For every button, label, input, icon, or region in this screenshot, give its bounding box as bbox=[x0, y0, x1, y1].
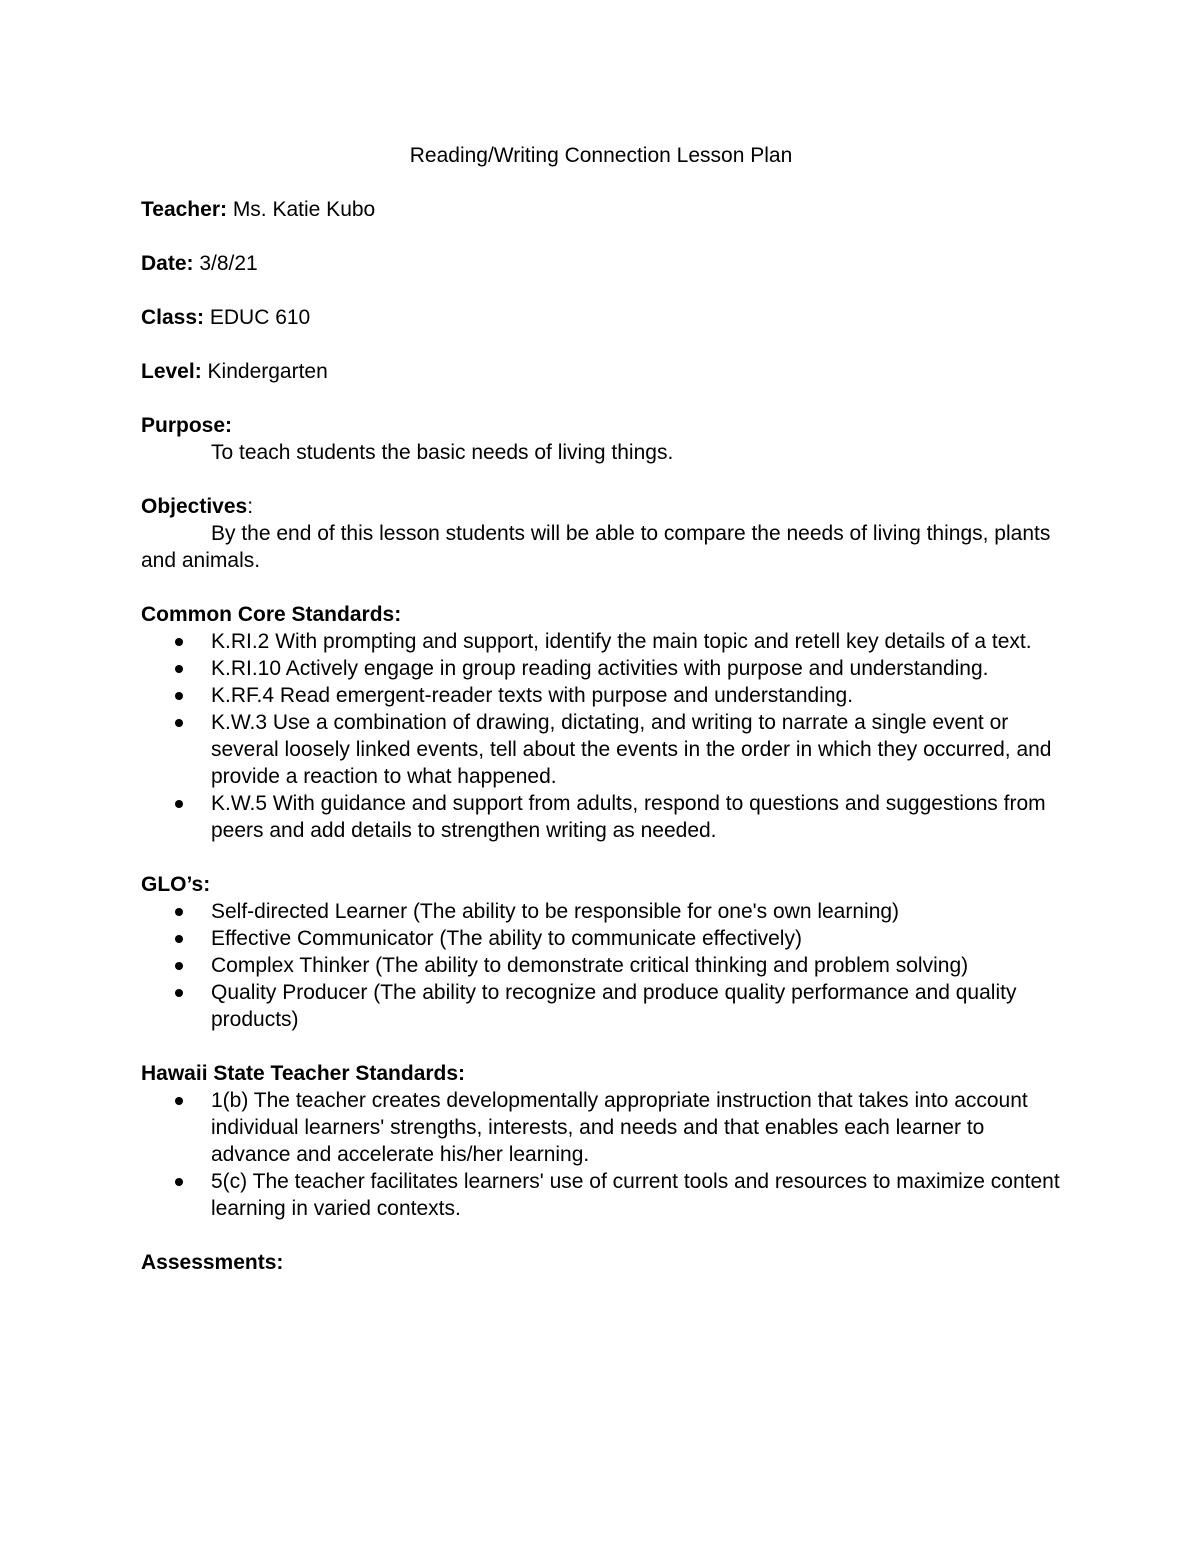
list-item bbox=[141, 925, 1061, 952]
class-value: EDUC 610 bbox=[204, 306, 311, 329]
glos-heading: GLO’s: bbox=[141, 873, 211, 896]
level-value: Kindergarten bbox=[201, 360, 328, 383]
hawaii-standards-list bbox=[141, 1087, 1061, 1222]
bullet-icon bbox=[175, 1097, 183, 1105]
level-label: Level: bbox=[141, 360, 202, 383]
list-item-text: K.W.5 With guidance and support from adults, respond to questions and suggestions from peers and add details to strengthen writing as needed. bbox=[211, 792, 1046, 842]
bullet-icon bbox=[175, 638, 183, 646]
teacher-label: Teacher: bbox=[141, 198, 227, 221]
teacher-field bbox=[141, 196, 1061, 223]
list-item-text: 1(b) The teacher creates developmentally appropriate instruction that takes into account individual learners' strengths, interests, and needs and that enables each learner to advance and accelerate his/her learning. bbox=[211, 1089, 1028, 1166]
bullet-icon bbox=[175, 989, 183, 997]
teacher-value: Ms. Katie Kubo bbox=[226, 198, 376, 221]
level-field bbox=[141, 358, 1061, 385]
bullet-icon bbox=[175, 800, 183, 808]
bullet-icon bbox=[175, 962, 183, 970]
list-item bbox=[141, 655, 1061, 682]
bullet-icon bbox=[175, 1178, 183, 1186]
hawaii-standards-section bbox=[141, 1060, 1061, 1222]
list-item bbox=[141, 1168, 1061, 1222]
objectives-section bbox=[141, 493, 1061, 574]
bullet-icon bbox=[175, 908, 183, 916]
class-field bbox=[141, 304, 1061, 331]
list-item-text: K.RI.2 With prompting and support, identify the main topic and retell key details of a text. bbox=[211, 630, 1032, 653]
list-item-text: K.RF.4 Read emergent-reader texts with purpose and understanding. bbox=[211, 684, 854, 707]
list-item bbox=[141, 952, 1061, 979]
list-item bbox=[141, 709, 1061, 790]
date-field bbox=[141, 250, 1061, 277]
list-item bbox=[141, 979, 1061, 1033]
list-item-text: Effective Communicator (The ability to communicate effectively) bbox=[211, 927, 802, 950]
hawaii-standards-heading: Hawaii State Teacher Standards: bbox=[141, 1062, 466, 1085]
bullet-icon bbox=[175, 935, 183, 943]
purpose-section bbox=[141, 412, 1061, 466]
bullet-icon bbox=[175, 665, 183, 673]
common-core-list bbox=[141, 628, 1061, 844]
glos-section bbox=[141, 871, 1061, 1033]
objectives-heading-label: Objectives bbox=[141, 495, 248, 518]
list-item bbox=[141, 682, 1061, 709]
objectives-heading bbox=[141, 493, 1061, 520]
date-value: 3/8/21 bbox=[193, 252, 258, 275]
list-item-text: K.RI.10 Actively engage in group reading activities with purpose and understanding. bbox=[211, 657, 989, 680]
common-core-section bbox=[141, 601, 1061, 844]
objectives-text: By the end of this lesson students will be able to compare the needs of living things, plants and animals. bbox=[141, 522, 1051, 572]
date-label: Date: bbox=[141, 252, 194, 275]
list-item-text: K.W.3 Use a combination of drawing, dictating, and writing to narrate a single event or several loosely linked events, tell about the events in the order in which they occurred, and provide a reaction to what happened. bbox=[211, 711, 1052, 788]
class-label: Class: bbox=[141, 306, 205, 329]
lesson-plan-page bbox=[141, 142, 1061, 1276]
purpose-heading: Purpose: bbox=[141, 414, 233, 437]
bullet-icon bbox=[175, 719, 183, 727]
list-item bbox=[141, 790, 1061, 844]
list-item-text: Complex Thinker (The ability to demonstrate critical thinking and problem solving) bbox=[211, 954, 969, 977]
list-item-text: Quality Producer (The ability to recognize and produce quality performance and quality products) bbox=[211, 981, 1017, 1031]
common-core-heading: Common Core Standards: bbox=[141, 603, 402, 626]
assessments-section bbox=[141, 1249, 1061, 1276]
bullet-icon bbox=[175, 692, 183, 700]
glos-list bbox=[141, 898, 1061, 1033]
list-item bbox=[141, 628, 1061, 655]
list-item bbox=[141, 1087, 1061, 1168]
assessments-heading: Assessments: bbox=[141, 1251, 284, 1274]
list-item bbox=[141, 898, 1061, 925]
list-item-text: 5(c) The teacher facilitates learners' use of current tools and resources to maximize content learning in varied contexts. bbox=[211, 1170, 1060, 1220]
purpose-text: To teach students the basic needs of living things. bbox=[211, 441, 674, 464]
objectives-heading-colon: : bbox=[247, 495, 254, 518]
document-title: Reading/Writing Connection Lesson Plan bbox=[409, 144, 793, 167]
list-item-text: Self-directed Learner (The ability to be responsible for one's own learning) bbox=[211, 900, 900, 923]
